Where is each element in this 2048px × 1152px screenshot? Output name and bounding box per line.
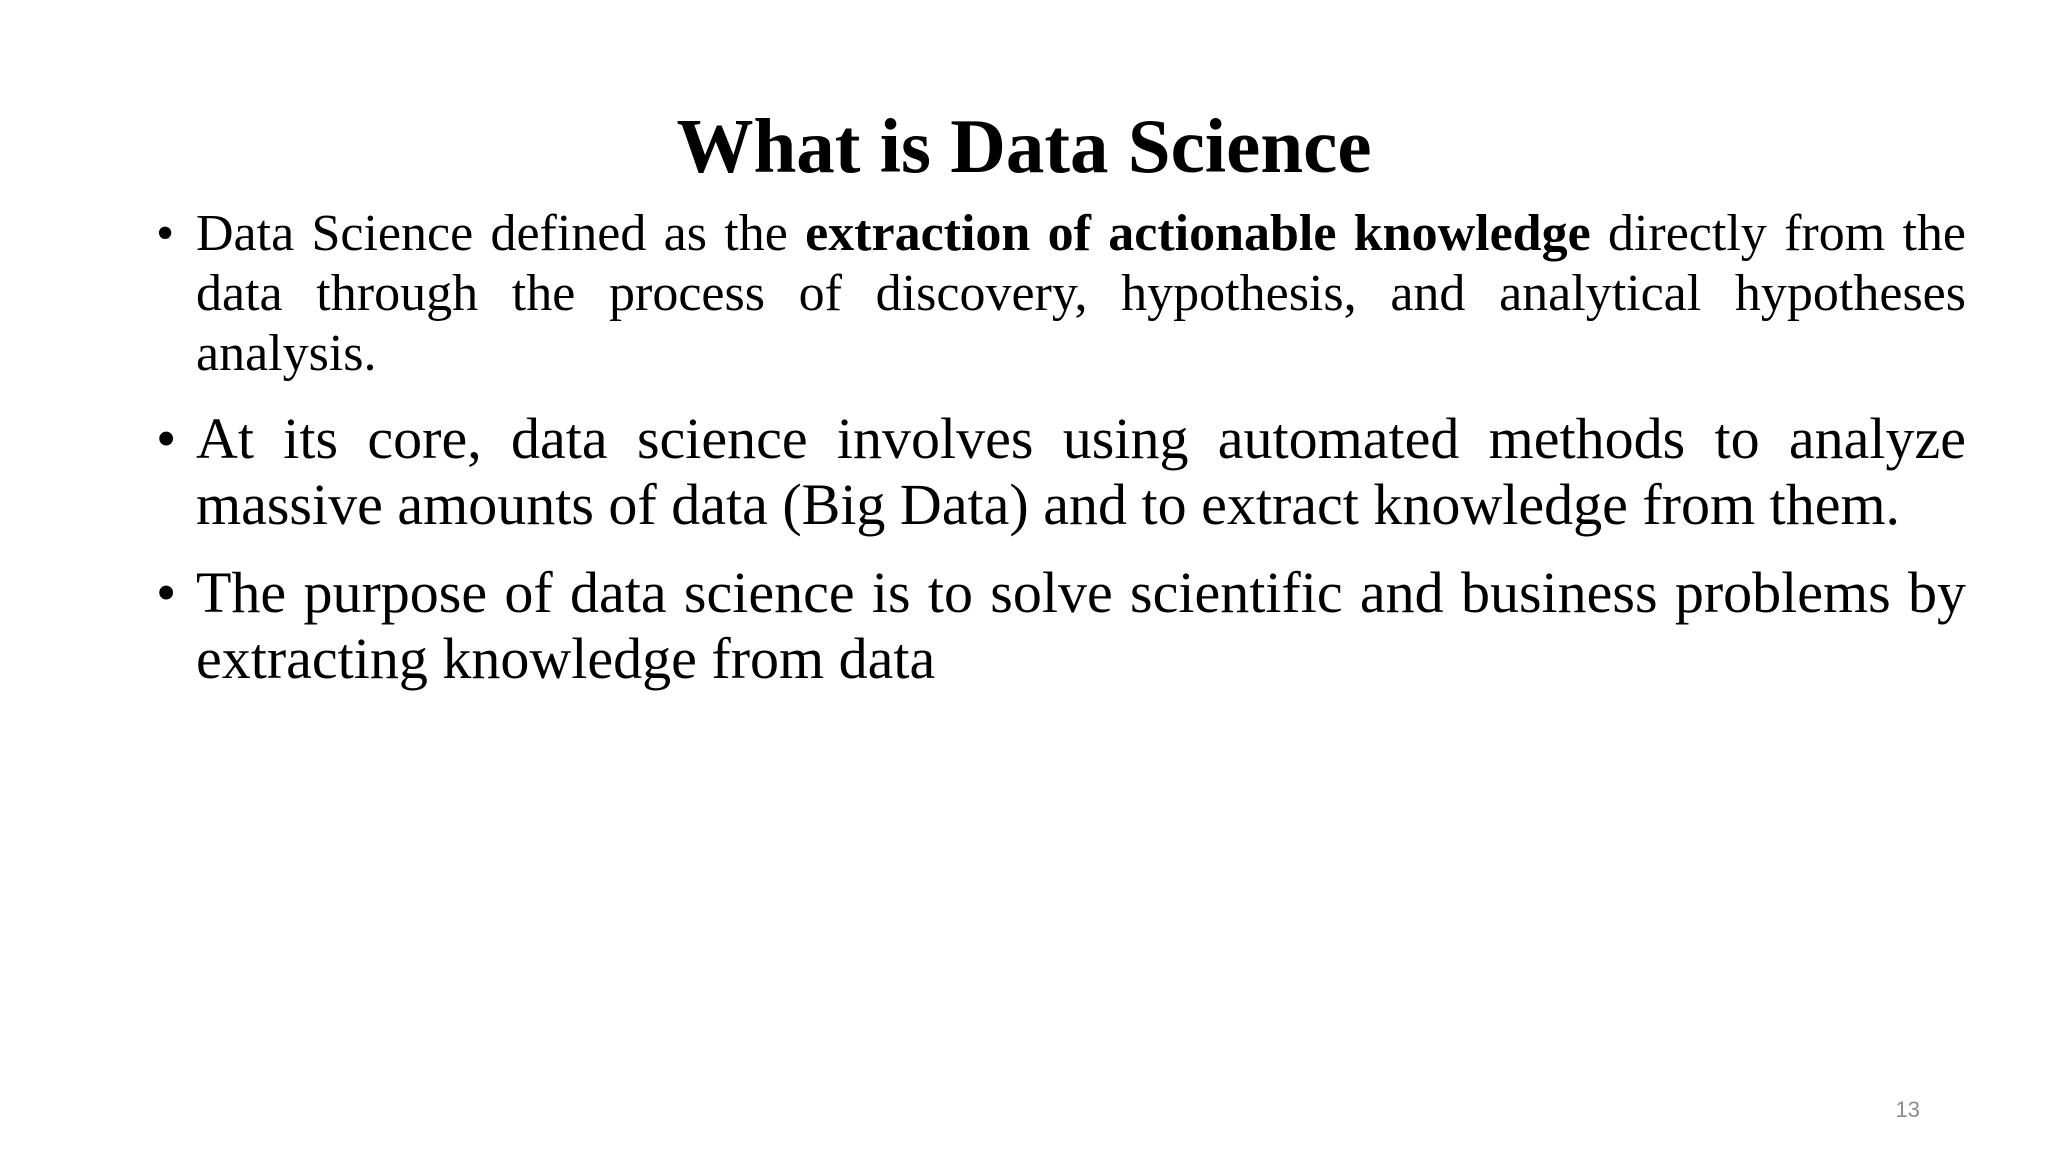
bullet-item-purpose — [156, 560, 1966, 692]
slide-title: What is Data Science — [676, 103, 1372, 189]
bullet-text-lead: Data Science defined as the — [196, 205, 806, 262]
bullet-icon: • — [156, 205, 175, 262]
bullet-item-definition — [156, 204, 1966, 384]
bullet-text-tail: directly from the data through the process of discovery, hypothesis, and analytical hypotheses analysis. — [196, 205, 1966, 382]
bullet-icon: • — [156, 560, 177, 625]
bullet-icon: • — [156, 406, 177, 471]
bullet-item-core — [156, 406, 1966, 538]
bullet-list — [156, 204, 1966, 692]
bullet-text: At its core, data science involves using automated methods to analyze massive amounts of data (Big Data) and to extract knowledge from them. — [196, 406, 1966, 537]
bullet-text: The purpose of data science is to solve scientific and business problems by extracting knowledge from data — [196, 560, 1966, 691]
bullet-text-bold: extraction of actionable knowledge — [805, 205, 1591, 262]
page-number: 13 — [1895, 1097, 1920, 1122]
